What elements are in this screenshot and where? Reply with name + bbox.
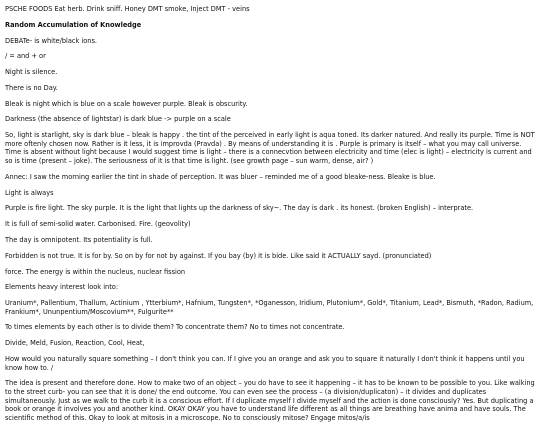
paragraph: It is full of semi-solid water. Carbonised. Fire. (geovolity) xyxy=(5,220,191,229)
document-title: Random Accumulation of Knowledge xyxy=(5,20,142,29)
paragraph: To times elements by each other is to divide them? To concentrate them? No to times not concentrate. xyxy=(5,323,345,332)
paragraph: The idea is present and therefore done. How to make two of an object – you do have to see it happening – it has to be known to be possible to you. Like walking to the street curb- you can see that it is done/ the end outcome. You can even see the process – (a division/duplicaton) – it divides and duplicates simultaneously. Just as we walk to the curb it is a conscious effort. If I duplicate myself I divide myself and the action is done consciously? Yes. But duplicating a book or orange it involves you and another kind. OKAY OKAY you have to understand life different as all things are breathing have anima and have souls. The scientific method of this. Okay to look at mitosis in a microscope. No to consciously mitose? Engage mitos/a/is xyxy=(5,379,535,422)
paragraph: There is no Day. xyxy=(5,83,58,92)
paragraph: Annec: I saw the morning earlier the tint in shade of perception. It was bluer – reminded me of a good bleake-ness. Bleake is blue. xyxy=(5,172,436,181)
paragraph: force. The energy is within the nucleus, nuclear fission xyxy=(5,267,186,276)
paragraph: Darkness (the absence of lightstar) is dark blue -> purple on a scale xyxy=(5,115,231,124)
paragraph: So, light is starlight, sky is dark blue – bleak is happy . the tint of the perceived in early light is aqua toned. Its darker natured. And really its purple. Time is NOT more oftenly chosen now. Rather is it less, it is improvda (Pravda) . By means of understanding it is . Purple is primary is itself – what you may call universe. Time is absent without light because I would suggest time is light – there is a connecvtion between electricity and time (elec is light) – electricity is current and so is time (present – joke). The seriousness of it is that time is light. (see growth page – sun warm, dense, air? ) xyxy=(5,131,535,166)
paragraph: Light is always xyxy=(5,188,54,197)
paragraph: DEBATe- is white/black ions. xyxy=(5,36,98,45)
paragraph: Uranium*, Pallentium, Thallum, Actinium , Ytterbium*, Hafnium, Tungsten*, *Oganesson, Iridium, Plutonium*, Gold*, Titanium, Lead*, Bismuth, *Radon, Radium, Frankium*, Ununpentium/Moscovium**, Fulgurite** xyxy=(5,299,534,316)
paragraph: Bleak is night which is blue on a scale however purple. Bleak is obscurity. xyxy=(5,99,248,108)
header-line: PSCHE FOODS Eat herb. Drink sniff. Honey DMT smoke, Inject DMT - veins xyxy=(5,5,250,13)
paragraph: Divide, Meld, Fusion, Reaction, Cool, Heat, xyxy=(5,339,145,348)
paragraph: Night is silence. xyxy=(5,68,58,77)
paragraph: / = and + or xyxy=(5,52,46,61)
paragraph: The day is omnipotent. Its potentiality is full. xyxy=(5,235,153,244)
paragraph: Elements heavy interest look into: xyxy=(5,283,119,292)
paragraph: Forbidden is not true. It is for by. So on by for not by against. If you bay (by) it is bide. Like said it ACTUALLY sayd. (pronunciated) xyxy=(5,251,432,260)
paragraph: Purple is fire light. The sky purple. It is the light that lights up the darkness of sky~. The day is dark . its honest. (broken English) – interprate. xyxy=(5,204,474,213)
paragraph: How would you naturally square something – I don't think you can. If I give you an orange and ask you to square it naturally I don't think it happens until you know how to. / xyxy=(5,355,525,372)
